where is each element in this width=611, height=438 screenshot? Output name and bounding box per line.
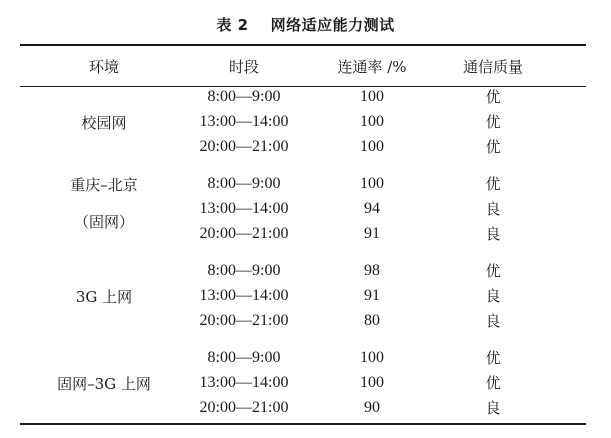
time-period-cell: 20:00—21:00	[199, 225, 289, 242]
communication-quality-cell: 优	[485, 349, 501, 367]
connectivity-rate-cell: 91	[364, 287, 380, 304]
time-period-cell: 13:00—14:00	[199, 113, 289, 130]
connectivity-rate-cell: 90	[364, 399, 380, 416]
time-period-cell: 13:00—14:00	[199, 374, 289, 391]
header-connectivity-rate: 连通率 /%	[337, 58, 407, 76]
table-title: 网络适应能力测试	[270, 16, 395, 34]
connectivity-rate-cell: 80	[364, 312, 380, 329]
time-period-cell: 13:00—14:00	[199, 287, 289, 304]
connectivity-rate-cell: 100	[360, 113, 384, 130]
table-caption	[0, 14, 611, 35]
time-period-cell: 8:00—9:00	[207, 262, 281, 279]
time-period-cell: 20:00—21:00	[199, 312, 289, 329]
header-environment: 环境	[88, 58, 120, 76]
header-time-period: 时段	[228, 58, 260, 76]
environment-label: 重庆–北京	[70, 176, 138, 194]
communication-quality-cell: 优	[485, 175, 501, 193]
time-period-cell: 8:00—9:00	[207, 349, 281, 366]
time-period-cell: 8:00—9:00	[207, 88, 281, 105]
connectivity-rate-cell: 91	[364, 225, 380, 242]
connectivity-rate-cell: 100	[360, 374, 384, 391]
time-period-cell: 8:00—9:00	[207, 175, 281, 192]
connectivity-rate-cell: 100	[360, 88, 384, 105]
connectivity-rate-cell: 100	[360, 138, 384, 155]
top-rule	[20, 44, 586, 46]
communication-quality-cell: 良	[485, 287, 501, 305]
communication-quality-cell: 优	[485, 262, 501, 280]
time-period-cell: 13:00—14:00	[199, 200, 289, 217]
communication-quality-cell: 良	[485, 225, 501, 243]
connectivity-rate-cell: 98	[364, 262, 380, 279]
communication-quality-cell: 良	[485, 200, 501, 218]
table-number: 表 2	[216, 16, 249, 34]
communication-quality-cell: 优	[485, 138, 501, 156]
environment-label: （固网）	[73, 213, 135, 231]
header-communication-quality: 通信质量	[462, 58, 524, 76]
communication-quality-cell: 良	[485, 399, 501, 417]
time-period-cell: 20:00—21:00	[199, 399, 289, 416]
connectivity-rate-cell: 100	[360, 175, 384, 192]
time-period-cell: 20:00—21:00	[199, 138, 289, 155]
environment-label: 校园网	[81, 114, 127, 132]
environment-label: 3G 上网	[75, 288, 133, 306]
bottom-rule	[20, 423, 586, 425]
communication-quality-cell: 优	[485, 88, 501, 106]
connectivity-rate-cell: 94	[364, 200, 380, 217]
environment-label: 固网–3G 上网	[57, 375, 151, 393]
communication-quality-cell: 优	[485, 113, 501, 131]
communication-quality-cell: 优	[485, 374, 501, 392]
communication-quality-cell: 良	[485, 312, 501, 330]
connectivity-rate-cell: 100	[360, 349, 384, 366]
header-rule	[20, 86, 586, 87]
